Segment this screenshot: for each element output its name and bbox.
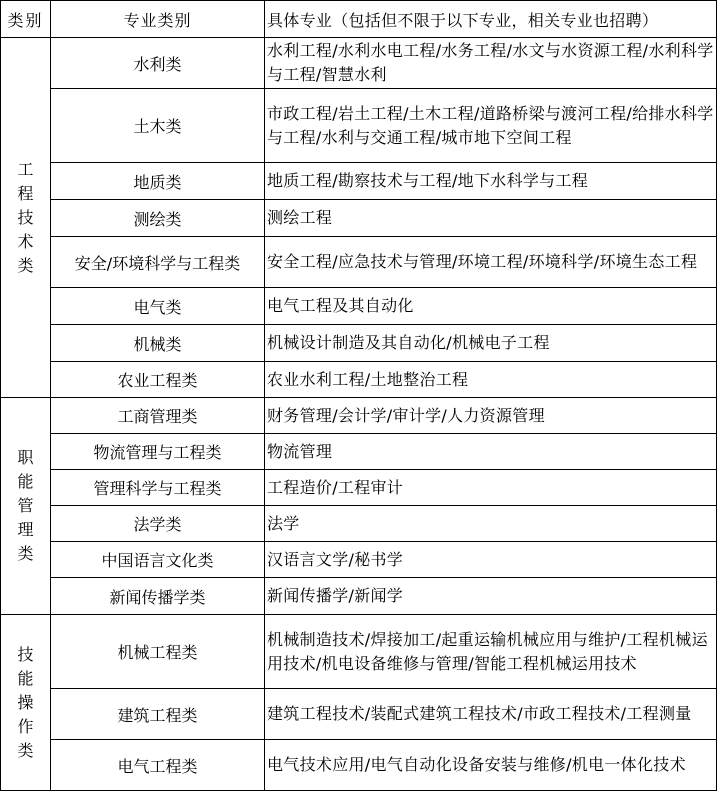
table-row <box>1 578 717 615</box>
specific-majors: 工程造价/工程审计 <box>265 470 717 506</box>
table-row <box>1 200 717 237</box>
specific-majors: 农业水利工程/土地整治工程 <box>265 362 717 398</box>
header-row <box>1 1 717 38</box>
major-category: 土木类 <box>51 89 265 163</box>
category-cell <box>1 615 51 791</box>
table-row <box>1 163 717 200</box>
specific-majors: 机械设计制造及其自动化/机械电子工程 <box>265 325 717 362</box>
table-row <box>1 89 717 163</box>
major-category: 地质类 <box>51 163 265 200</box>
major-category: 农业工程类 <box>51 362 265 398</box>
table-row <box>1 362 717 398</box>
table-row <box>1 470 717 506</box>
major-category: 电气类 <box>51 288 265 325</box>
header-category: 类别 <box>1 1 51 38</box>
specific-majors: 市政工程/岩土工程/土木工程/道路桥梁与渡河工程/给排水科学与工程/水利与交通工程/城市地下空间工程 <box>265 89 717 163</box>
major-category: 法学类 <box>51 506 265 542</box>
header-major-category: 专业类别 <box>51 1 265 38</box>
table-row <box>1 325 717 362</box>
table-row <box>1 689 717 740</box>
major-category: 建筑工程类 <box>51 689 265 740</box>
category-label: 职能管理类 <box>17 448 34 563</box>
specific-majors: 安全工程/应急技术与管理/环境工程/环境科学/环境生态工程 <box>265 237 717 288</box>
specific-majors: 测绘工程 <box>265 200 717 237</box>
specific-majors: 电气技术应用/电气自动化设备安装与维修/机电一体化技术 <box>265 740 717 791</box>
header-specific-majors: 具体专业（包括但不限于以下专业，相关专业也招聘） <box>265 1 717 38</box>
major-category: 中国语言文化类 <box>51 542 265 578</box>
category-label: 技能操作类 <box>17 644 34 760</box>
table-row <box>1 288 717 325</box>
specific-majors: 汉语言文学/秘书学 <box>265 542 717 578</box>
table-row <box>1 398 717 434</box>
major-category: 电气工程类 <box>51 740 265 791</box>
major-category: 安全/环境科学与工程类 <box>51 237 265 288</box>
specific-majors: 新闻传播学/新闻学 <box>265 578 717 615</box>
table-row <box>1 237 717 288</box>
table-row <box>1 542 717 578</box>
major-category: 机械工程类 <box>51 615 265 689</box>
major-category: 水利类 <box>51 38 265 89</box>
major-category: 新闻传播学类 <box>51 578 265 615</box>
specific-majors: 电气工程及其自动化 <box>265 288 717 325</box>
category-cell <box>1 38 51 398</box>
specific-majors: 地质工程/勘察技术与工程/地下水科学与工程 <box>265 163 717 200</box>
specific-majors: 机械制造技术/焊接加工/起重运输机械应用与维护/工程机械运用技术/机电设备维修与管理/智能工程机械运用技术 <box>265 615 717 689</box>
category-cell <box>1 398 51 615</box>
table-row <box>1 434 717 470</box>
major-category: 管理科学与工程类 <box>51 470 265 506</box>
major-category: 测绘类 <box>51 200 265 237</box>
specific-majors: 物流管理 <box>265 434 717 470</box>
specific-majors: 建筑工程技术/装配式建筑工程技术/市政工程技术/工程测量 <box>265 689 717 740</box>
major-category: 机械类 <box>51 325 265 362</box>
category-label: 工程技术类 <box>17 159 34 275</box>
table-row <box>1 38 717 89</box>
specific-majors: 法学 <box>265 506 717 542</box>
table-row <box>1 740 717 791</box>
table-row <box>1 506 717 542</box>
major-category: 工商管理类 <box>51 398 265 434</box>
specific-majors: 财务管理/会计学/审计学/人力资源管理 <box>265 398 717 434</box>
table-row <box>1 615 717 689</box>
specific-majors: 水利工程/水利水电工程/水务工程/水文与水资源工程/水利科学与工程/智慧水利 <box>265 38 717 89</box>
major-category: 物流管理与工程类 <box>51 434 265 470</box>
